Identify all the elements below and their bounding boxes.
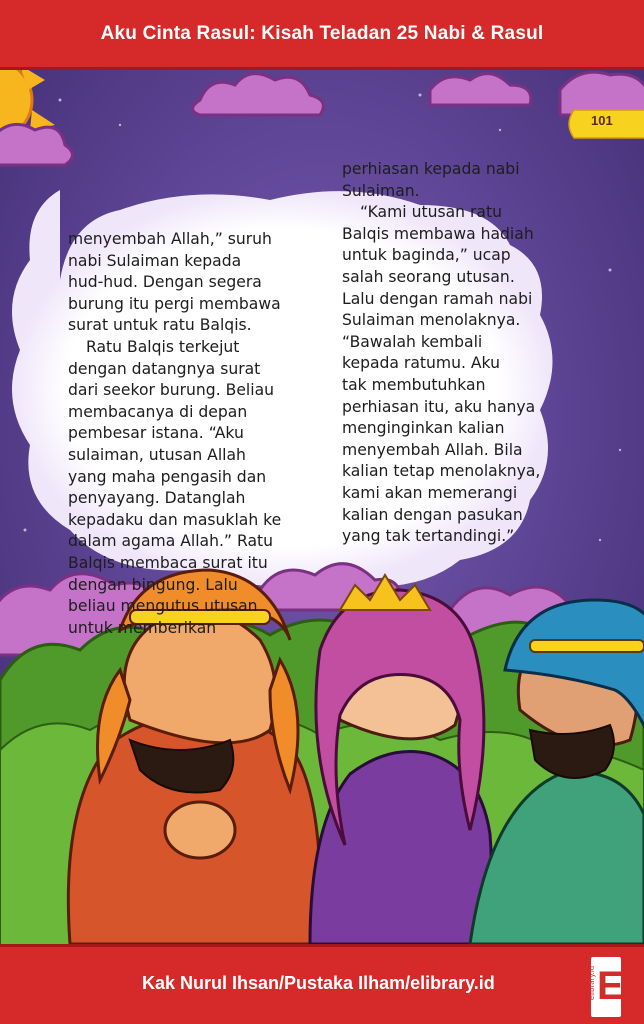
book-title-bar <box>0 0 644 70</box>
credit-bar <box>0 944 644 1024</box>
story-column-left <box>68 229 308 639</box>
story-paragraph: “Kami utusan ratu Balqis membawa hadiah untuk baginda,” ucap salah seorang utusan. Lalu dengan ramah nabi Sulaiman menolaknya. “Bawalah kembali kepada ratumu. Aku tak membutuhkan perhiasan itu, aku hanya menginginkan kalian menyembah Allah. Bila kalian tetap menolaknya, kami akan memerangi kalian dengan pasukan yang tak tertandingi.” <box>342 203 541 546</box>
story-paragraph: perhiasan kepada nabi Sulaiman. <box>342 160 520 200</box>
middle-woman-character <box>310 575 491 944</box>
story-column-right <box>342 159 574 548</box>
logo-letter: E <box>597 964 624 1008</box>
book-title: Aku Cinta Rasul: Kisah Teladan 25 Nabi & Rasul <box>100 22 544 44</box>
page-number: 101 <box>591 113 613 128</box>
logo-text: elibrary.id <box>588 965 597 1001</box>
illustration <box>0 70 644 944</box>
credit-text: Kak Nurul Ihsan/Pustaka Ilham/elibrary.id <box>142 973 495 993</box>
story-paragraph: menyembah Allah,” suruh nabi Sulaiman kepada hud-hud. Dengan segera burung itu pergi membawa surat untuk ratu Balqis. <box>68 230 281 335</box>
elibrary-logo <box>588 957 624 1017</box>
page-number-tab <box>571 107 644 137</box>
story-paragraph: Ratu Balqis terkejut dengan datangnya surat dari seekor burung. Beliau membacanya di depan pembesar istana. “Aku sulaiman, utusan Allah yang maha pengasih dan penyayang. Datanglah kepadaku dan masuklah ke dalam agama Allah.” Ratu Balqis membaca surat itu dengan bingung. Lalu beliau mengutus utusan untuk memberikan <box>68 337 282 637</box>
